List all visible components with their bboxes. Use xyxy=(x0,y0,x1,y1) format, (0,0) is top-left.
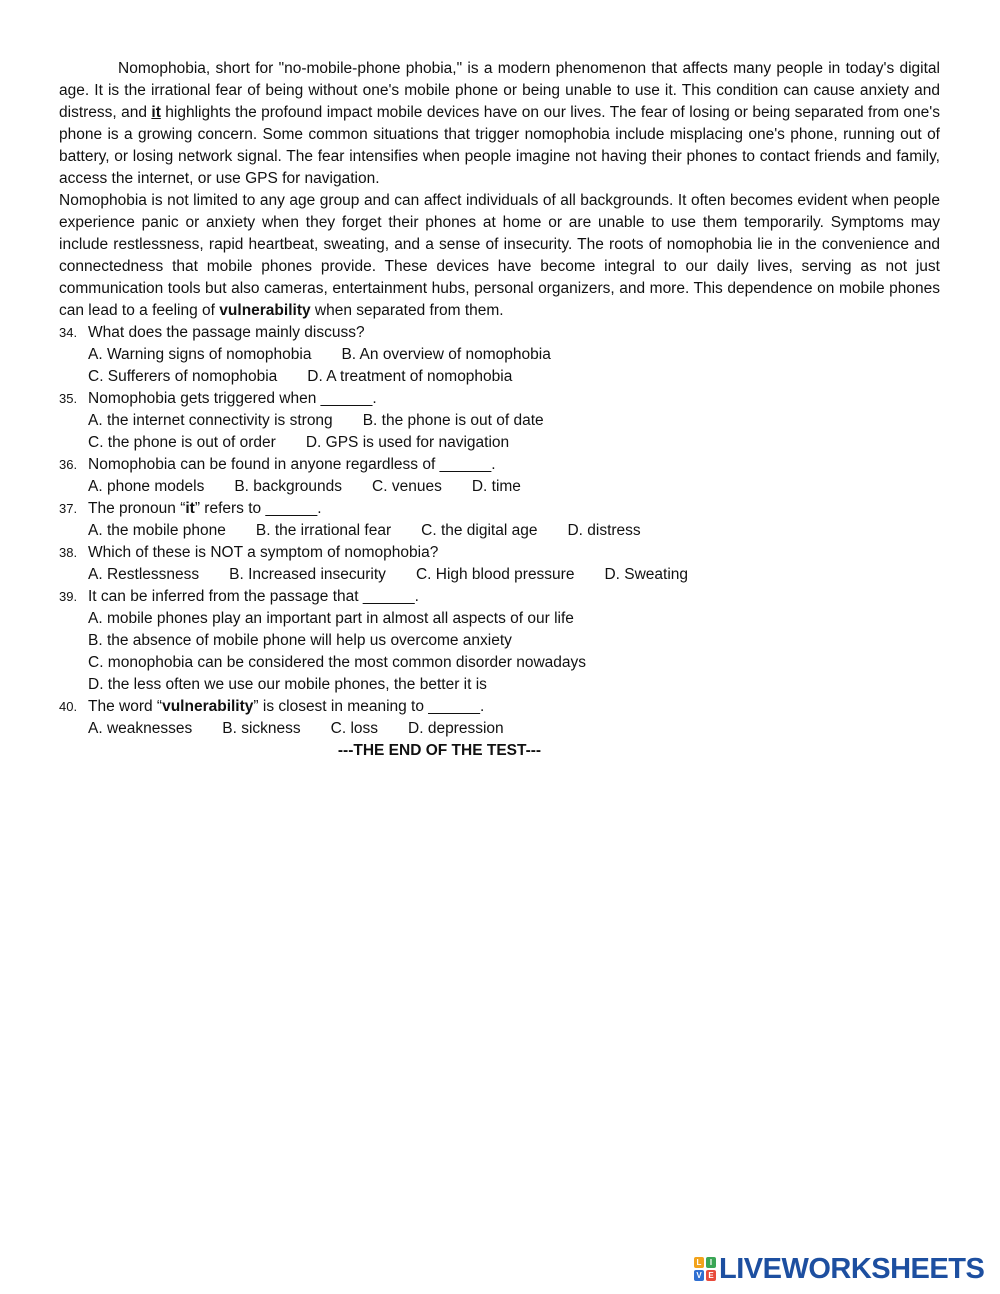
option-row xyxy=(88,520,940,542)
option-row xyxy=(88,344,940,366)
option-c: C. High blood pressure xyxy=(415,566,575,583)
option-d: D. time xyxy=(471,478,521,495)
option-c: C. Sufferers of nomophobia xyxy=(88,368,278,385)
option-b: B. Increased insecurity xyxy=(229,566,386,583)
option-row xyxy=(88,564,940,586)
option-d: D. GPS is used for navigation xyxy=(305,434,510,451)
question-text: Nomophobia gets triggered when ______. xyxy=(88,390,377,407)
referenced-pronoun-it: it xyxy=(151,104,161,121)
option-a: A. Warning signs of nomophobia xyxy=(88,346,312,363)
question-keyword: vulnerability xyxy=(162,698,254,715)
question-text-part: ” is closest in meaning to ______. xyxy=(253,698,485,715)
question-34 xyxy=(59,322,940,388)
end-of-test xyxy=(0,740,880,762)
question-text-part: The word “ xyxy=(88,698,163,715)
question-text: It can be inferred from the passage that ______. xyxy=(88,588,419,605)
passage-text: Nomophobia is not limited to any age group and can affect individuals of all backgrounds. It often becomes evident when people experience panic or anxiety when they forget their phones at home or are unable to use them temporarily. Symptoms may include restlessness, rapid heartbeat, sweating, and a sense of insecurity. The roots of nomophobia lie in the convenience and connectedness that mobile phones provide. These devices have become integral to our daily lives, serving as not just communication tools but also cameras, entertainment hubs, personal organizers, and more. This dependence on mobile phones can lead to a feeling of xyxy=(59,192,940,319)
option-a: A. phone models xyxy=(88,478,205,495)
question-text xyxy=(88,696,940,718)
option-a: A. the internet connectivity is strong xyxy=(88,412,333,429)
option-c: C. monophobia can be considered the most common disorder nowadays xyxy=(88,654,586,671)
question-number: 37. xyxy=(59,501,78,516)
option-d: D. Sweating xyxy=(604,566,689,583)
option-c: C. venues xyxy=(372,478,442,495)
question-number: 39. xyxy=(59,589,78,604)
logo-tile-e: E xyxy=(706,1270,716,1281)
logo-tile-v: V xyxy=(694,1270,704,1281)
question-37 xyxy=(59,498,940,542)
question-number: 40. xyxy=(59,699,78,714)
option-c: C. the digital age xyxy=(421,522,538,539)
option-c: C. the phone is out of order xyxy=(88,434,276,451)
option-list xyxy=(88,608,940,696)
option-b: B. backgrounds xyxy=(234,478,343,495)
question-40 xyxy=(59,696,940,740)
logo-tile-l: L xyxy=(694,1257,704,1268)
question-text-part: ” refers to ______. xyxy=(194,500,322,517)
question-text: Nomophobia can be found in anyone regardless of ______. xyxy=(88,456,496,473)
worksheet-page xyxy=(59,58,940,762)
question-number: 34. xyxy=(59,325,78,340)
option-a: A. Restlessness xyxy=(88,566,200,583)
logo-tile-i: I xyxy=(706,1257,716,1268)
question-35 xyxy=(59,388,940,454)
passage-text: when separated from them. xyxy=(310,302,504,319)
option-a: A. mobile phones play an important part in almost all aspects of our life xyxy=(88,610,574,627)
question-36 xyxy=(59,454,940,498)
option-row xyxy=(88,718,940,740)
option-d: D. depression xyxy=(408,720,504,737)
question-text: Which of these is NOT a symptom of nomophobia? xyxy=(88,544,439,561)
question-39 xyxy=(59,586,940,696)
question-38 xyxy=(59,542,940,586)
option-a: A. weaknesses xyxy=(88,720,193,737)
liveworksheets-logo-icon xyxy=(694,1257,716,1281)
liveworksheets-logo[interactable] xyxy=(694,1254,984,1284)
passage-paragraph-1 xyxy=(59,58,940,190)
option-d: D. the less often we use our mobile phones, the better it is xyxy=(88,676,487,693)
passage-text: Nomophobia, short for "no-mobile-phone phobia," is a modern phenomenon that affects many people in today's digital age. It is the irrational fear of being without one's mobile phone or being unable to use it. This condition can cause anxiety and distress, and xyxy=(59,60,940,121)
option-d: D. A treatment of nomophobia xyxy=(307,368,513,385)
question-keyword: it xyxy=(185,500,195,517)
option-b: B. the irrational fear xyxy=(255,522,392,539)
question-number: 35. xyxy=(59,391,78,406)
option-b: B. sickness xyxy=(222,720,301,737)
option-d: D. distress xyxy=(567,522,641,539)
option-b: B. the absence of mobile phone will help us overcome anxiety xyxy=(88,632,512,649)
question-text-part: The pronoun “ xyxy=(88,500,186,517)
option-a: A. the mobile phone xyxy=(88,522,226,539)
question-text: What does the passage mainly discuss? xyxy=(88,324,365,341)
end-of-test-label: ---THE END OF THE TEST--- xyxy=(337,742,542,759)
option-row xyxy=(88,432,940,454)
option-row xyxy=(88,366,940,388)
highlighted-word-vulnerability: vulnerability xyxy=(219,302,311,319)
option-row xyxy=(88,476,940,498)
option-b: B. An overview of nomophobia xyxy=(341,346,551,363)
option-b: B. the phone is out of date xyxy=(362,412,544,429)
passage-text: highlights the profound impact mobile devices have on our lives. The fear of losing or being separated from one's phone is a growing concern. Some common situations that trigger nomophobia include misplacing one's phone, running out of battery, or losing network signal. The fear intensifies when people imagine not having their phones to contact friends and family, access the internet, or use GPS for navigation. xyxy=(59,104,941,187)
passage-paragraph-2 xyxy=(59,190,940,322)
option-row xyxy=(88,410,940,432)
liveworksheets-logo-text: LIVEWORKSHEETS xyxy=(719,1253,985,1285)
question-number: 36. xyxy=(59,457,78,472)
option-c: C. loss xyxy=(330,720,379,737)
question-text xyxy=(88,498,940,520)
question-number: 38. xyxy=(59,545,78,560)
